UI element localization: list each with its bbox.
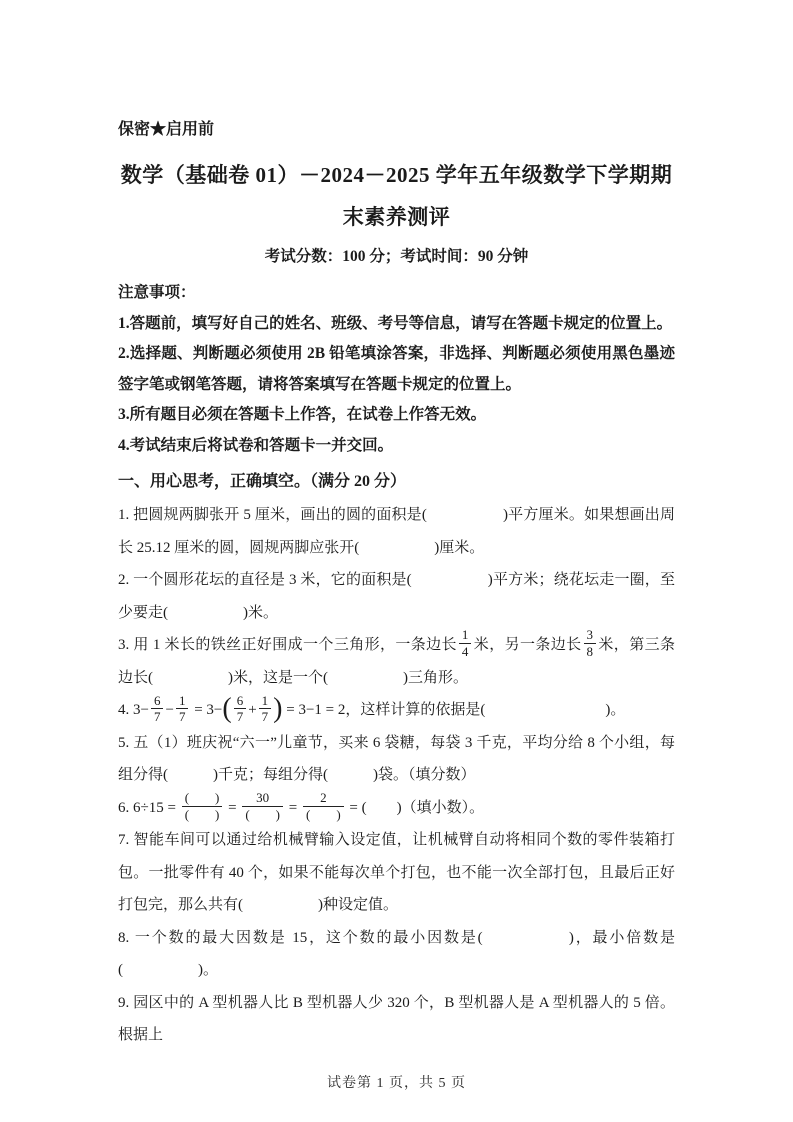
fraction-six-sevenths <box>234 693 247 725</box>
question-7: 7. 智能车间可以通过给机械臂输入设定值，让机械臂自动将相同个数的零件装箱打包。一批零件有 40 个，如果不能每次单个打包，也不能一次全部打包，且最后正好打包完，那么共有( )种设定值。 <box>118 832 675 914</box>
fraction-numerator: 1 <box>459 627 472 644</box>
fraction-one-seventh <box>259 693 272 725</box>
fraction-numerator: 3 <box>584 627 597 644</box>
fraction-denominator: 7 <box>178 709 186 725</box>
q3-text-4: ( )米，这是一个( )三角形。 <box>148 669 468 686</box>
page-number-footer: 试卷第 1 页，共 5 页 <box>327 1076 466 1091</box>
fraction-numerator: ( ) <box>182 790 223 807</box>
exam-title-line1: 数学（基础卷 01）－2024－2025 学年五年级数学下学期期 <box>120 163 673 187</box>
left-parenthesis: ( <box>222 692 232 724</box>
fraction-numerator: 30 <box>242 790 283 807</box>
fraction-numerator: 1 <box>259 693 272 710</box>
question-3 <box>118 629 675 694</box>
question-5: 5. 五（1）班庆祝“六一”儿童节，买来 6 袋糖，每袋 3 千克，平均分给 8 个小组，每组分得( )千克；每组分得( )袋。（填分数） <box>118 734 675 784</box>
fraction-numerator: 6 <box>151 693 164 710</box>
exam-instructions <box>118 278 675 461</box>
right-parenthesis: ) <box>273 692 283 724</box>
question-6 <box>118 792 675 825</box>
fraction-denominator: ( ) <box>245 806 281 822</box>
fraction-denominator: 7 <box>261 709 269 725</box>
security-notice: 保密★启用前 <box>118 121 215 138</box>
section-1-questions <box>118 499 675 1052</box>
instruction-item-2: 2.选择题、判断题必须使用 2B 铅笔填涂答案，非选择、判断题必须使用黑色墨迹签字笔或钢笔答题，请将答案填写在答题卡规定的位置上。 <box>118 345 675 393</box>
q6-equals-2: = <box>285 799 301 816</box>
question-4 <box>118 694 675 727</box>
instruction-item-4: 4.考试结束后将试卷和答题卡一并交回。 <box>118 436 394 454</box>
question-8: 8. 一个数的最大因数是 15，这个数的最小因数是( )，最小倍数是( )。 <box>118 929 675 979</box>
q4-text-5: = 3−1 = 2，这样计算的依据是( )。 <box>282 702 626 719</box>
fraction-numerator: 6 <box>234 693 247 710</box>
question-1: 1. 把圆规两脚张开 5 厘米，画出的圆的面积是( )平方厘米。如果想画出周长 25.12 厘米的圆，圆规两脚应张开( )厘米。 <box>118 507 675 556</box>
fraction-denominator: ( ) <box>305 806 341 822</box>
q6-text-2: = ( )（填小数）。 <box>345 799 485 816</box>
q4-plus: + <box>248 702 257 719</box>
fraction-denominator: ( ) <box>184 806 220 822</box>
fraction-denominator: 4 <box>461 644 469 660</box>
instruction-item-1: 1.答题前，填写好自己的姓名、班级、考号等信息，请写在答题卡规定的位置上。 <box>118 314 673 332</box>
fraction-denominator: 8 <box>586 644 594 660</box>
fraction-numerator: 2 <box>303 790 344 807</box>
q4-text-1: 4. 3− <box>118 702 149 719</box>
instruction-item-3: 3.所有题目必须在答题卡上作答，在试卷上作答无效。 <box>118 406 487 423</box>
exam-meta: 考试分数：100 分；考试时间：90 分钟 <box>264 248 529 265</box>
question-9: 9. 园区中的 A 型机器人比 B 型机器人少 320 个，B 型机器人是 A 型机器人的 5 倍。根据上 <box>118 994 675 1044</box>
fraction-one-seventh <box>176 693 189 725</box>
q4-text-3: = 3− <box>190 702 223 719</box>
exam-title <box>118 154 675 238</box>
fraction-denominator: 7 <box>236 709 244 725</box>
q6-equals-1: = <box>224 799 241 816</box>
fraction-blank-over-blank <box>182 790 223 822</box>
q6-text-1: 6. 6÷15 = <box>118 799 180 816</box>
fraction-denominator: 7 <box>153 709 161 725</box>
q4-minus: − <box>165 702 174 719</box>
fraction-one-fourth <box>459 627 472 659</box>
instructions-heading: 注意事项： <box>118 284 196 301</box>
section-1-heading: 一、用心思考，正确填空。（满分 20 分） <box>118 473 407 490</box>
fraction-six-sevenths <box>151 693 164 725</box>
fraction-numerator: 1 <box>176 693 189 710</box>
q3-text-2: 米，另一条边长 <box>473 637 582 653</box>
q3-text-3: 米，第三条边长 <box>118 637 675 686</box>
fraction-30-over-blank <box>242 790 283 822</box>
q3-text-1: 3. 用 1 米长的铁丝正好围成一个三角形，一条边长 <box>118 637 457 653</box>
fraction-2-over-blank <box>303 790 344 822</box>
exam-title-line2: 末素养测评 <box>342 205 451 229</box>
fraction-three-eighths <box>584 627 597 659</box>
question-2: 2. 一个圆形花坛的直径是 3 米，它的面积是( )平方米；绕花坛走一圈，至少要走( )米。 <box>118 572 675 621</box>
